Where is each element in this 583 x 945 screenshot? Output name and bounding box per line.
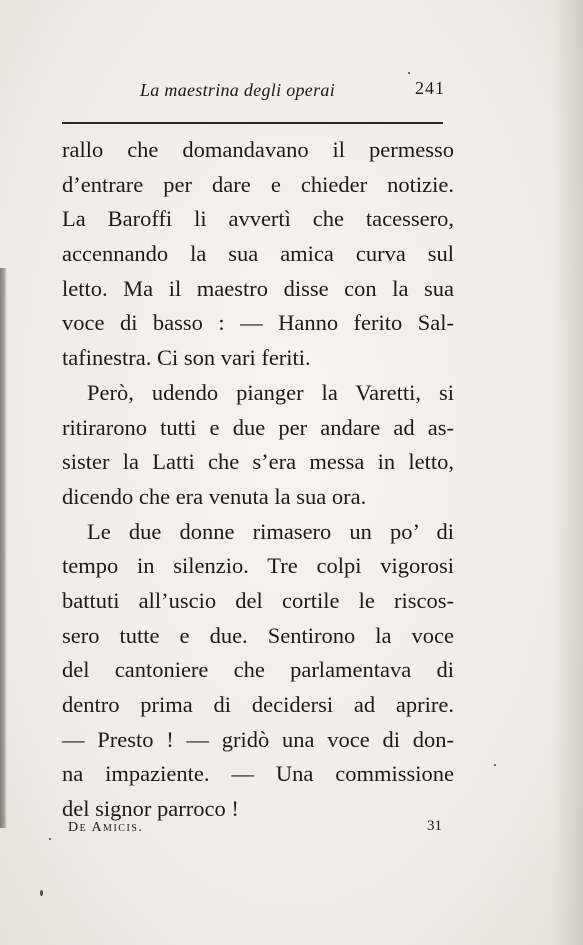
text-line: sero tutte e due. Sentirono la voce	[62, 622, 454, 648]
text-line: tafinestra. Ci son vari feriti.	[62, 345, 311, 371]
header-rule	[62, 122, 443, 124]
signature-mark: 31	[427, 818, 442, 834]
text-line: d’entrare per dare e chieder notizie.	[62, 171, 454, 197]
print-speck	[494, 764, 496, 766]
text-line: Le due donne rimasero un po’ di	[87, 518, 454, 544]
binding-shadow	[0, 268, 7, 828]
print-speck	[49, 838, 51, 840]
page-number: 241	[415, 78, 445, 98]
text-line: sister la Latti che s’era messa in letto,	[62, 449, 454, 475]
text-line: battuti all’uscio del cortile le riscos-	[62, 587, 454, 613]
body-text	[62, 133, 454, 827]
text-line: na impaziente. — Una commissione	[62, 761, 454, 787]
printer-signature: De Amicis.	[68, 820, 144, 835]
text-line: accennando la sua amica curva sul	[62, 241, 454, 267]
text-line: dicendo che era venuta la sua ora.	[62, 483, 367, 509]
text-line: del cantoniere che parlamentava di	[62, 657, 454, 683]
text-line: voce di basso : — Hanno ferito Sal-	[62, 310, 454, 336]
text-line: letto. Ma il maestro disse con la sua	[62, 275, 454, 301]
text-line: ritirarono tutti e due per andare ad as-	[62, 414, 454, 440]
print-speck	[40, 890, 43, 896]
text-line: La Baroffi li avvertì che tacessero,	[62, 206, 454, 232]
page-edge-shade	[553, 0, 583, 945]
text-line: — Presto ! — gridò una voce di don-	[62, 726, 454, 752]
text-line: Però, udendo pianger la Varetti, si	[87, 379, 454, 405]
text-line: del signor parroco !	[62, 796, 239, 822]
text-line: tempo in silenzio. Tre colpi vigorosi	[62, 553, 454, 579]
running-head	[60, 78, 445, 108]
running-head-title: La maestrina degli operai	[140, 80, 335, 100]
text-line: dentro prima di decidersi ad aprire.	[62, 692, 454, 717]
print-speck	[408, 72, 410, 74]
signature-footer	[68, 818, 448, 842]
text-line: rallo che domandavano il permesso	[62, 137, 454, 162]
